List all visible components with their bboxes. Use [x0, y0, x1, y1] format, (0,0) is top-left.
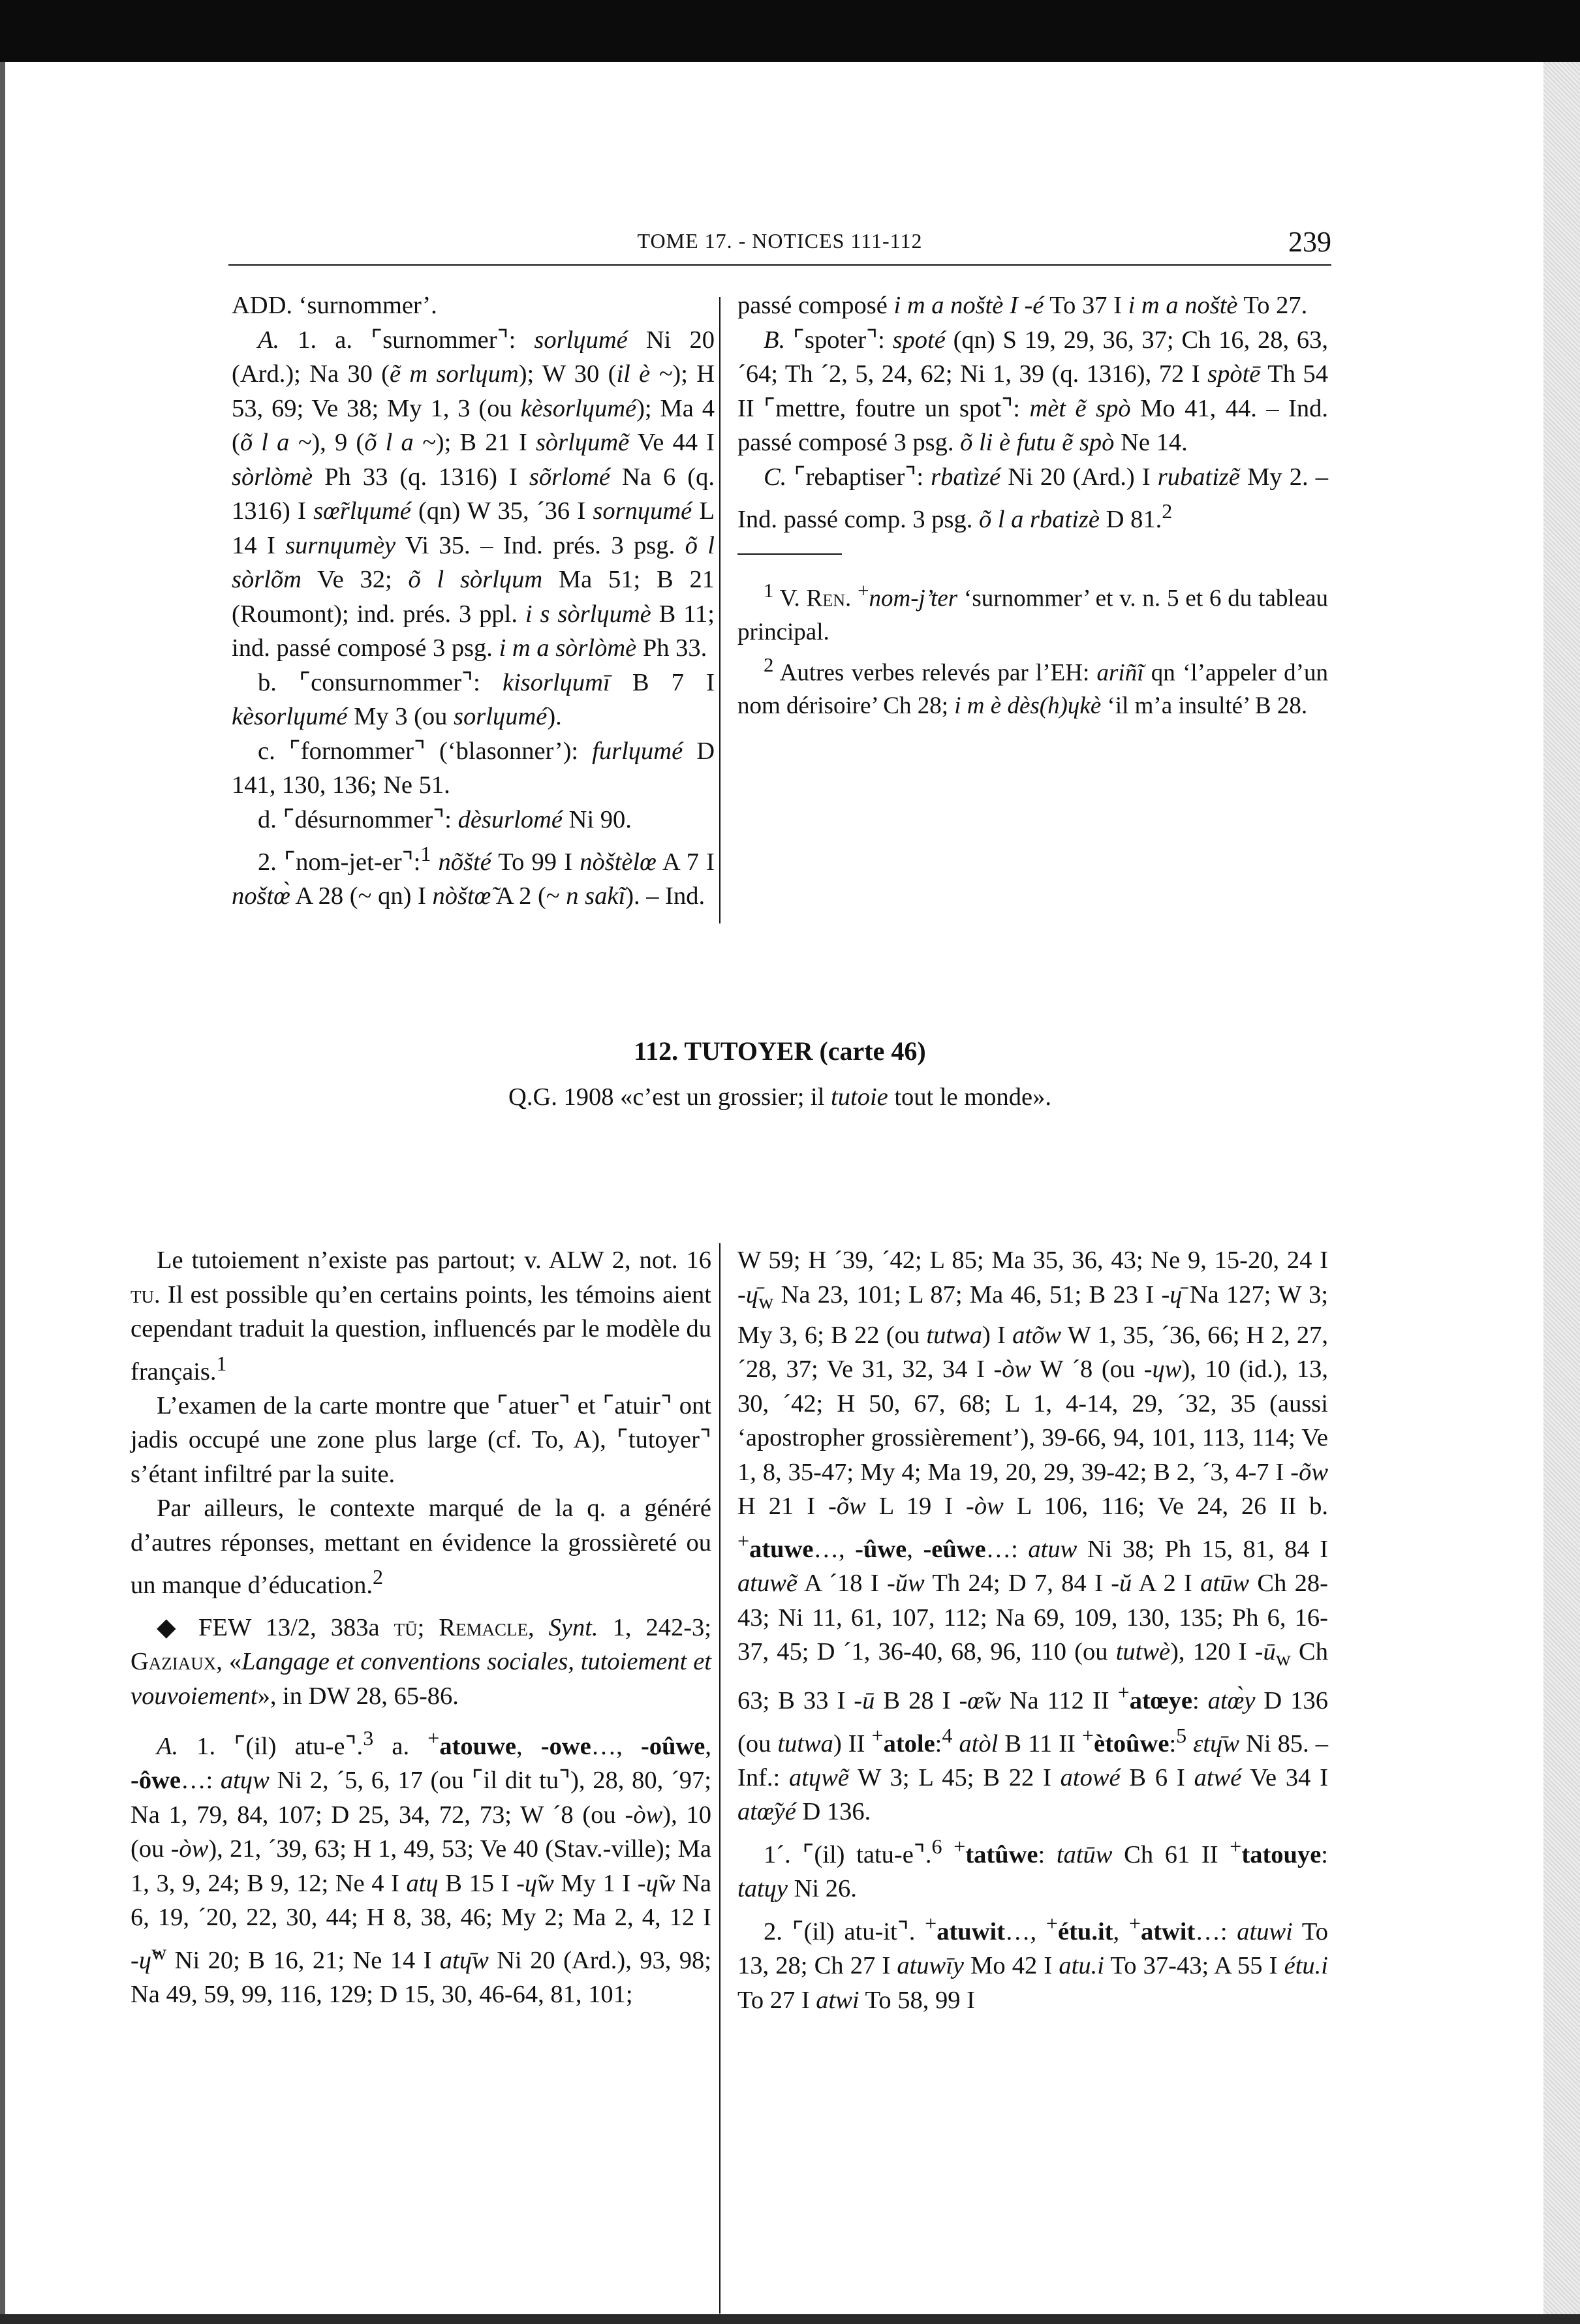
top-right-column: [737, 288, 1328, 722]
scan-border-left: [0, 62, 5, 2324]
section-title: 112. TUTOYER (carte 46): [634, 1036, 926, 1066]
footnote: $^1$ V. Ren. +nom-j’ter ‘surnommer’ et v. n. 5 et 6 du tableau principal.: [737, 580, 1328, 645]
running-head: TOME 17. - NOTICES 111-112: [637, 229, 923, 253]
section-quote: Q.G. 1908 «c’est un grossier; il tutoie tout le monde».: [508, 1083, 1051, 1111]
bottom-left-column: [131, 1243, 711, 2012]
paragraph: L’examen de la carte montre que ⌜atuer⌝ et ⌜atuir⌝ ont jadis occupé une zone plus large (cf. To, A), ⌜tutoyer⌝ s’étant infiltré par la suite.: [131, 1391, 711, 1488]
paragraph: C. ⌜rebaptiser⌝: rbatìzé Ni 20 (Ard.) I rubatizẽ My 2. – Ind. passé comp. 3 psg. õ l a rbatizè D 81.$^2$: [737, 463, 1329, 533]
paragraph: 1´. ⌜(il) tatu-e⌝.$^6$ +tatûwe: tatūw Ch 61 II +tatouye: tatɥy Ni 26.: [737, 1834, 1328, 1903]
paragraph: B. ⌜spoter⌝: spoté (qn) S 19, 29, 36, 37; Ch 16, 28, 63, ´64; Th ´2, 5, 24, 62; Ni 1, 39 (q. 1316), 72 I spòtē Th 54 II ⌜mettre, foutre un spot⌝: mèt ẽ spò Mo 41, 44. – Ind. passé composé 3 psg. õ li è futu ẽ spò Ne 14.: [737, 326, 1329, 456]
paragraph: ADD. ‘surnommer’.: [232, 292, 437, 319]
paragraph: b. ⌜consurnommer⌝: kisorlɥumī B 7 I kèsorlɥumé My 3 (ou sorlɥumé).: [232, 668, 715, 730]
paragraph: W 59; H ´39, ´42; L 85; Ma 35, 36, 43; Ne 9, 15-20, 24 I $-ɥ̄_w$ Na 23, 101; L 87; Ma 46, 51; B 23 I -ɥ̄ Na 127; W 3; My 3, 6; B 22 (ou tutwa) I atõw W 1, 35, ´36, 66; H 2, 27, ´28, 37; Ve 31, 32, 34 I -òw W ´8 (ou -ɥw), 10 (id.), 13, 30, ´42; H 50, 67, 68; L 1, 4-14, 29, ´32, 35 (aussi ‘apostropher grossièrement’), 39-66, 94, 101, 113, 114; Ve 1, 8, 35-47; My 4; Ma 19, 20, 29, 39-42; B 2, ´3, 4-7 I -õw H 21 I -õw L 19 I -òw L 106, 116; Ve 24, 26 II b. +atuwe…, -ûwe, -eûwe…: atuw Ni 38; Ph 15, 81, 84 I atuwẽ A ´18 I -ŭw Th 24; D 7, 84 I -ŭ A 2 I atūw Ch 28-43; Ni 11, 61, 107, 112; Na 69, 109, 130, 135; Ph 6, 16-37, 45; D ´1, 36-40, 68, 96, 110 (ou tutwè), 120 I $-ū_w$ Ch 63; B 33 I -ū B 28 I -œ̃w Na 112 II +atœye: atœ̀y D 136 (ou tutwa) II +atole:$^4$ atòl B 11 II +ètoûwe:$^5$ ɛtɥ̄w Ni 85. – Inf.: atɥwẽ W 3; L 45; B 22 I atowé B 6 I atwé Ve 34 I atœ̃yé D 136.: [737, 1247, 1329, 1826]
paragraph: 2. ⌜nom-jet-er⌝:$^1$ nõšté To 99 I nòštèlœ A 7 I noštœ̀ A 28 (~ qn) I nòštœ̃ A 2 (~ n sakĩ). – Ind.: [232, 842, 715, 910]
footnote: $^2$ Autres verbes relevés par l’EH: ariñĩ qn ‘l’appeler d’un nom dérisoire’ Ch 28; i m è dès(h)ɥkè ‘il m’a insulté’ B 28.: [737, 653, 1328, 719]
paragraph: Par ailleurs, le contexte marqué de la q. a généré d’autres réponses, mettant en évidence la grossièreté ou un manque d’éducation.$^2$: [131, 1495, 711, 1600]
column-divider: [719, 297, 720, 923]
page-number: 239: [1288, 226, 1331, 258]
footnote-rule: [737, 553, 842, 555]
paragraph: d. ⌜désurnommer⌝: dèsurlomé Ni 90.: [258, 805, 632, 833]
paragraph: Le tutoiement n’existe pas partout; v. ALW 2, not. 16 tu. Il est possible qu’en certains points, les témoins aient cependant traduit la question, influencés par le modèle du français.$^1$: [131, 1247, 711, 1386]
paragraph: passé composé i m a noštè I -é To 37 I i m a noštè To 27.: [737, 292, 1308, 319]
page-header: [228, 225, 1331, 266]
paragraph: A. 1. a. ⌜surnommer⌝: sorlɥumé Ni 20 (Ard.); Na 30 (ẽ m sorlɥum); W 30 (il è ~); H 53, 69; Ve 38; My 1, 3 (ou kèsorlɥumé); Ma 4 (õ l a ~), 9 (õ l a ~); B 21 I sòrlɥumẽ Ve 44 I sòrlòmè Ph 33 (q. 1316) I sõrlomé Na 6 (q. 1316) I sœ̃rlɥumé (qn) W 35, ´36 I sornɥumé L 14 I surnɥumèy Vi 35. – Ind. prés. 3 psg. õ l sòrlõm Ve 32; õ l sòrlɥum Ma 51; B 21 (Roumont); ind. prés. 3 ppl. i s sòrlɥumè B 11; ind. passé composé 3 psg. i m a sòrlòmè Ph 33.: [232, 326, 715, 662]
column-divider: [719, 1243, 720, 2314]
paragraph: c. ⌜fornommer⌝ (‘blasonner’): furlɥumé D 141, 130, 136; Ne 51.: [232, 737, 715, 799]
bottom-right-column: [737, 1243, 1328, 2017]
scan-border-right: [1543, 62, 1580, 2324]
paragraph: 2. ⌜(il) atu-it⌝. +atuwit…, +étu.it, +atwit…: atuwi To 13, 28; Ch 27 I atuwīy Mo 42 I atu.i To 37-43; A 55 I étu.i To 27 I atwi To 58, 99 I: [737, 1911, 1329, 2014]
top-left-column: [232, 288, 715, 914]
bibliography: ◆ FEW 13/2, 383a tū; Remacle, Synt. 1, 242-3; Gaziaux, «Langage et conventions sociales, tutoiement et vouvoiement», in DW 28, 65-86.: [131, 1613, 711, 1710]
paragraph: A. 1. ⌜(il) atu-e⌝.$^3$ a. +atouwe, -owe…, -oûwe, -ôwe…: atɥw Ni 2, ´5, 6, 17 (ou ⌜il dit tu⌝), 28, 80, ´97; Na 1, 79, 84, 107; D 25, 34, 72, 73; W ´8 (ou -òw), 10 (ou -òw), 21, ´39, 63; H 1, 49, 53; Ve 40 (Stav.-ville); Ma 1, 3, 9, 24; B 9, 12; Ne 4 I atɥ B 15 I -ɥ̃w My 1 I -ɥ̃w Na 6, 19, ´20, 22, 30, 44; H 8, 38, 46; My 2; Ma 2, 4, 12 I -ɥ̃$^w$ Ni 20; B 16, 21; Ne 14 I atɥ̄w Ni 20 (Ard.), 93, 98; Na 49, 59, 99, 116, 129; D 15, 30, 46-64, 81, 101;: [131, 1726, 712, 2009]
scan-border-top: [0, 0, 1580, 62]
scan-border-bottom: [0, 2314, 1580, 2324]
